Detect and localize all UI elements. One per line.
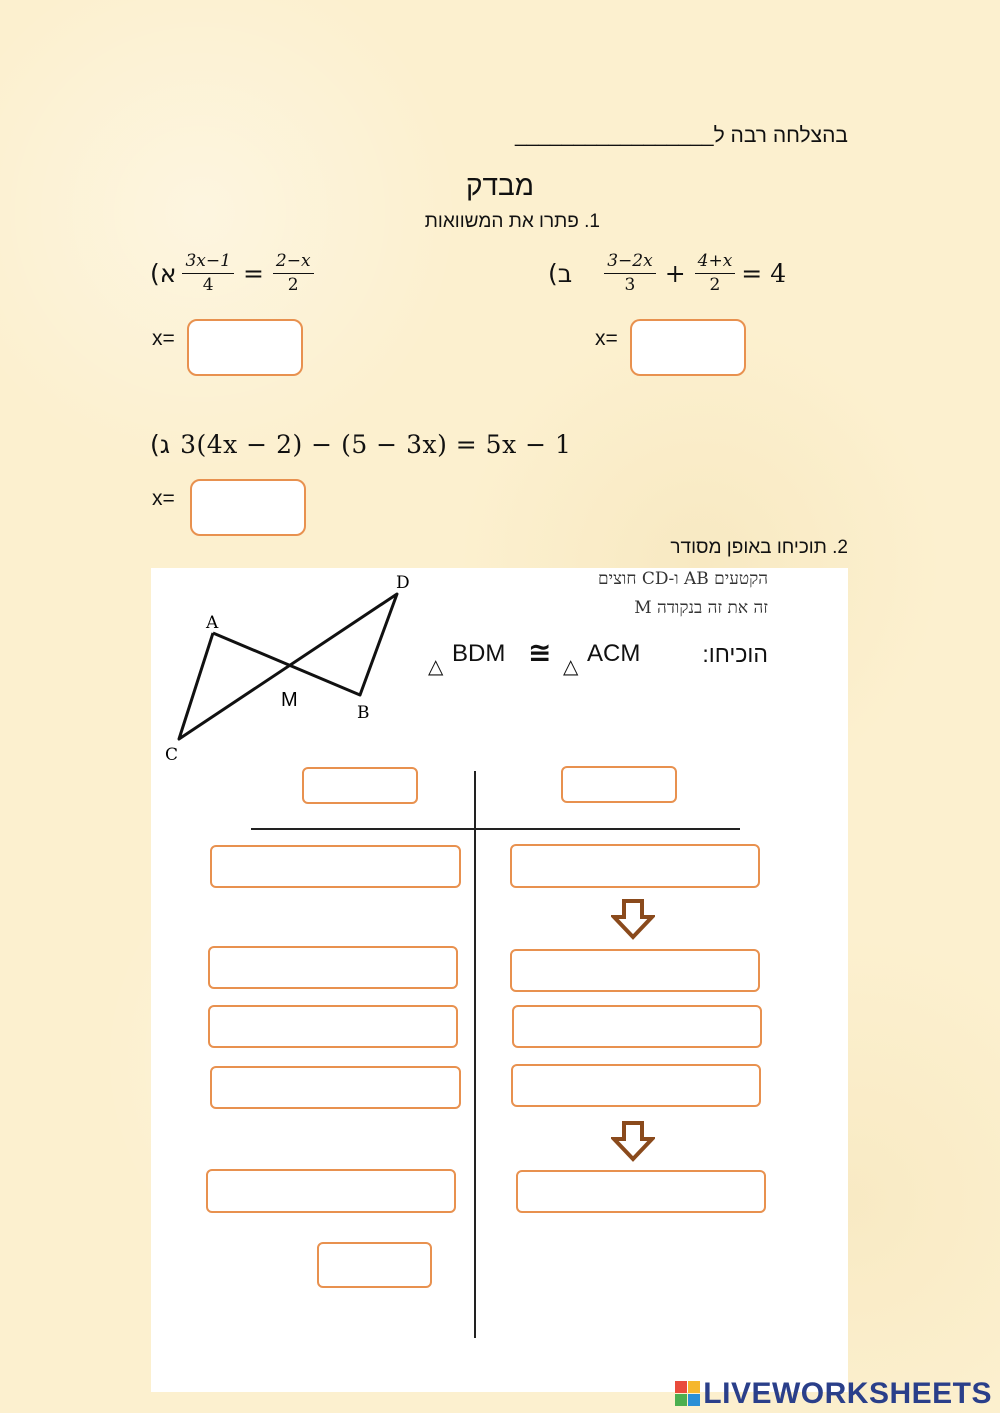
greeting-line: בהצלחה רבה ל_________________ (515, 124, 848, 147)
proof-left-box-5[interactable] (206, 1169, 456, 1213)
fraction-a-left: $\frac{3x-1}{4}$ (182, 252, 233, 295)
point-d-label: D (396, 573, 410, 593)
proof-left-box-6[interactable] (317, 1242, 432, 1288)
equation-b-label: ב) (548, 259, 573, 288)
down-arrow-icon (611, 898, 655, 940)
equation-c-expression: 3(4x − 2) − (5 − 3x) = 5x − 1 (180, 430, 572, 459)
down-arrow-icon (611, 1120, 655, 1162)
liveworksheets-logo (675, 1377, 992, 1411)
equation-b: ב) $\frac{3-2x}{3}$ + $\frac{4+x}{2}$ = 4 (548, 251, 787, 295)
proof-header-left-box[interactable] (302, 767, 418, 804)
answer-b-input[interactable] (630, 319, 746, 376)
fraction-b-first: $\frac{3-2x}{3}$ (604, 252, 655, 295)
point-c-label: C (165, 745, 179, 765)
liveworksheets-brand-text: LIVEWORKSHEETS (703, 1377, 992, 1410)
proof-left-box-1[interactable] (210, 845, 461, 888)
point-a-label: A (206, 613, 219, 633)
question1-instruction: 1. פתרו את המשוואות (424, 211, 600, 232)
equation-a-label: א) (150, 259, 177, 288)
answer-a-input[interactable] (187, 319, 303, 376)
liveworksheets-logo-icon (675, 1381, 701, 1407)
triangle-symbol-2: △ (563, 656, 579, 678)
congruent-symbol: ≅ (528, 637, 552, 668)
proof-left-box-2[interactable] (208, 946, 458, 989)
tchart-horizontal-line (251, 828, 740, 830)
question2-instruction: 2. תוכיחו באופן מסודר (670, 537, 848, 558)
answer-b-label: x= (595, 327, 618, 350)
given-line-2: זה את זה בנקודה M (634, 598, 768, 618)
equation-c-label: ג) (150, 430, 171, 459)
given-line-1: הקטעים AB ו-CD חוצים (598, 569, 768, 589)
prove-statement (428, 636, 768, 680)
triangle-symbol-1: △ (428, 656, 444, 678)
proof-right-box-3[interactable] (512, 1005, 762, 1048)
tchart-vertical-line (474, 771, 476, 1338)
proof-right-box-2[interactable] (510, 949, 760, 992)
point-b-label: B (357, 703, 370, 723)
fraction-a-right: $\frac{2-x}{2}$ (273, 252, 314, 295)
answer-c-input[interactable] (190, 479, 306, 536)
prove-label: הוכיחו: (702, 641, 768, 667)
proof-right-box-5[interactable] (516, 1170, 766, 1213)
proof-right-box-1[interactable] (510, 844, 760, 888)
proof-left-box-4[interactable] (210, 1066, 461, 1109)
page-title: מבדק (465, 170, 535, 201)
proof-right-box-4[interactable] (511, 1064, 761, 1107)
answer-c-label: x= (152, 487, 175, 510)
equation-a: א) $\frac{3x-1}{4}$ = $\frac{2-x}{2}$ (150, 252, 316, 295)
geometry-diagram (160, 570, 420, 770)
proof-left-box-3[interactable] (208, 1005, 458, 1048)
answer-a-label: x= (152, 327, 175, 350)
proof-header-right-box[interactable] (561, 766, 677, 803)
triangle-acm: ACM (587, 640, 641, 667)
fraction-b-second: $\frac{4+x}{2}$ (695, 252, 736, 295)
equation-c (150, 430, 571, 459)
triangle-bdm: BDM (452, 640, 506, 667)
point-m-label: M (281, 689, 298, 711)
